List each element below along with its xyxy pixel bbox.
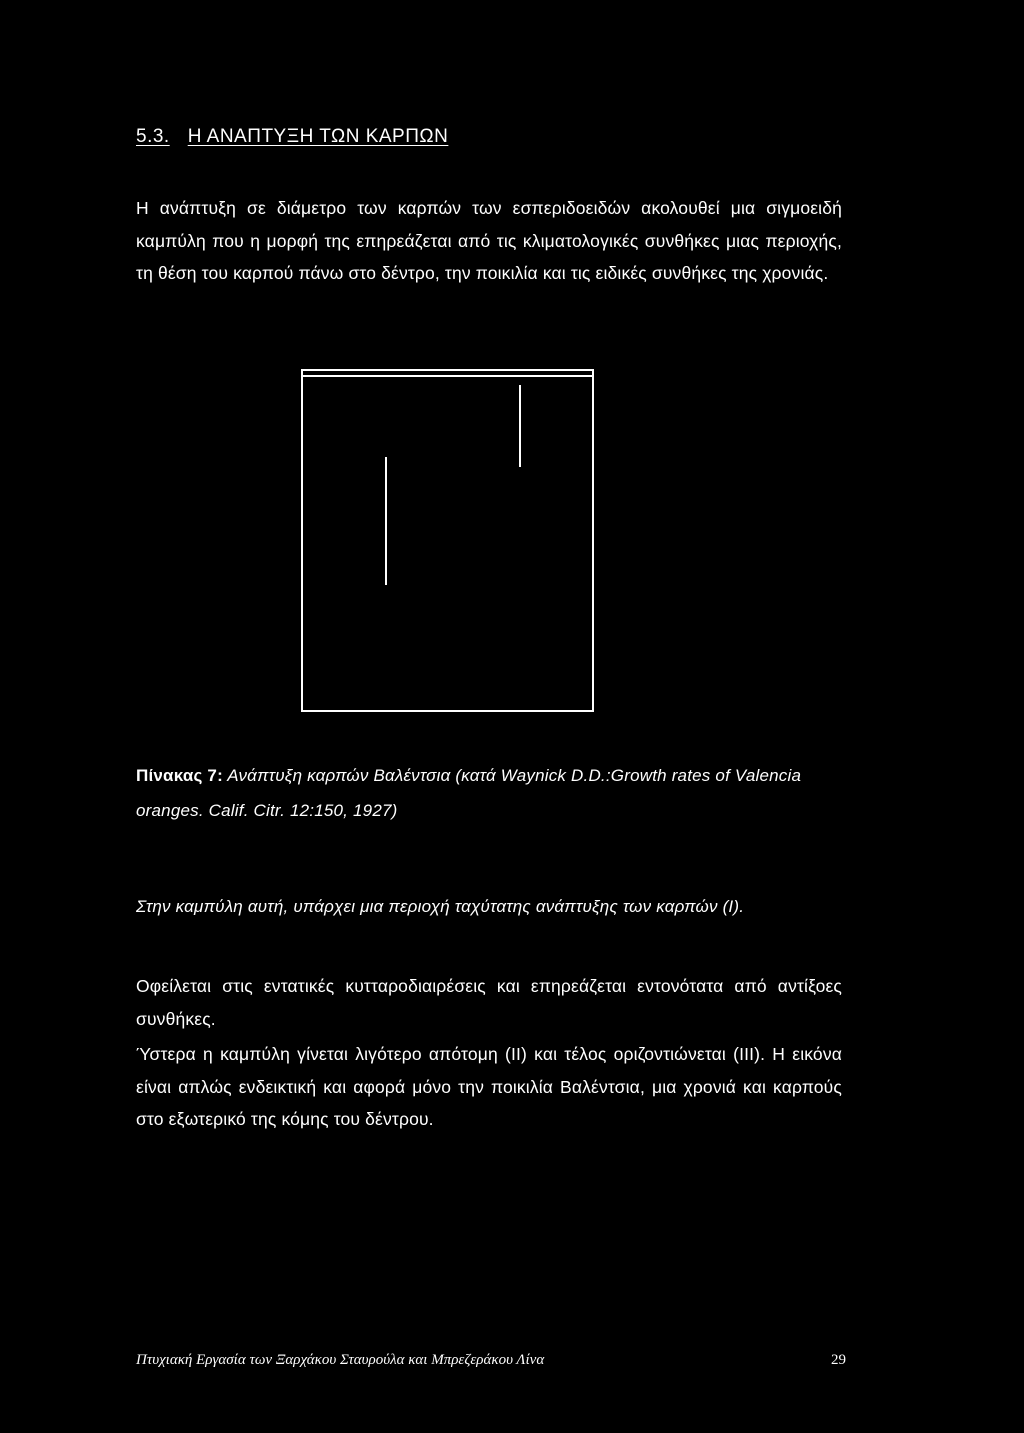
- section-title: Η ΑΝΑΠΤΥΞΗ ΤΩΝ ΚΑΡΠΩΝ: [187, 126, 449, 147]
- curve-note: Στην καμπύλη αυτή, υπάρχει μια περιοχή ταχύτατης ανάπτυξης των καρπών (Ι).: [136, 897, 745, 916]
- footer-text: Πτυχιακή Εργασία των Ξαρχάκου Σταυρούλα και Μπρεζεράκου Λίνα: [136, 1352, 545, 1368]
- paragraph-cell-division: Οφείλεται στις εντατικές κυτταροδιαιρέσεις και επηρεάζεται εντονότατα από αντίξοες συνθήκες.: [136, 976, 842, 1029]
- page-footer: [136, 1352, 846, 1369]
- intro-paragraph: Η ανάπτυξη σε διάμετρο των καρπών των εσπεριδοειδών ακολουθεί μια σιγμοειδή καμπύλη που η μορφή της επηρεάζεται από τις κλιματολογικές συνθήκες μιας περιοχής, τη θέση του καρπού πάνω στο δέντρο, την ποικιλία και τις ειδικές συνθήκες της χρονιάς.: [136, 198, 842, 284]
- paragraph-later-growth: Ύστερα η καμπύλη γίνεται λιγότερο απότομη (ΙΙ) και τέλος οριζοντιώνεται (ΙΙΙ). Η εικόνα είναι απλώς ενδεικτική και αφορά μόνο την ποικιλία Βαλέντσια, μια χρονιά και καρπούς στο εξωτερικό της κόμης του δέντρου.: [136, 1044, 842, 1130]
- growth-figure-placeholder: [301, 369, 594, 712]
- figure-top-line: [303, 375, 592, 377]
- page-number: 29: [831, 1352, 846, 1368]
- figure-label: Πίνακας 7:: [136, 766, 223, 785]
- section-heading: [136, 126, 448, 148]
- figure-caption-text: Ανάπτυξη καρπών Βαλέντσια (κατά Waynick D.D.:Growth rates of Valencia oranges. Calif. Citr. 12:150, 1927): [136, 766, 802, 820]
- figure-vertical-mark: [519, 385, 521, 467]
- figure-caption: [136, 758, 856, 828]
- figure-vertical-mark: [385, 457, 387, 585]
- section-number: 5.3.: [136, 126, 170, 147]
